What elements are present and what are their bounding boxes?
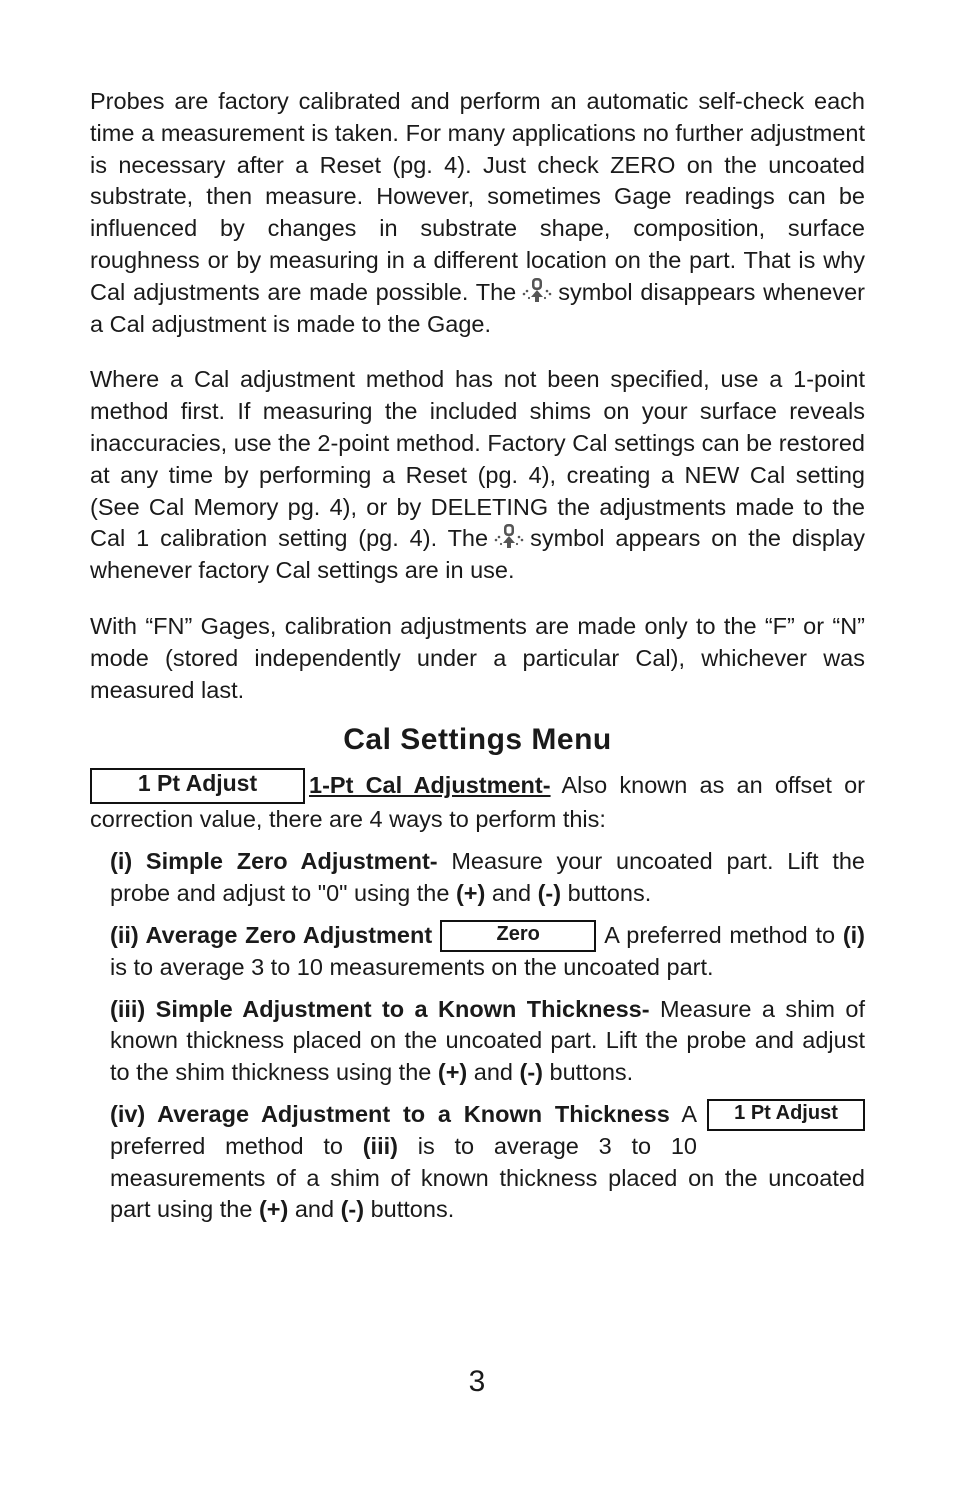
item-iii-text-end: buttons. bbox=[549, 1059, 634, 1086]
minus-button-ref: (-) bbox=[537, 879, 562, 906]
conjunction: and bbox=[294, 1196, 335, 1223]
minus-button-ref: (-) bbox=[519, 1059, 544, 1086]
one-pt-description: Also known as an offset or correction value, there are 4 ways to perform this: bbox=[90, 772, 865, 833]
factory-cal-symbol-icon bbox=[520, 277, 554, 303]
zero-menu-key: Zero bbox=[440, 920, 596, 952]
minus-button-ref: (-) bbox=[340, 1196, 365, 1223]
intro-text-a: Probes are factory calibrated and perform an automatic self-check each time a measurement is taken. For many applications no further adjustment is necessary after a Reset (pg. 4). Just check ZERO on the uncoated substrate, then measure. However, sometimes Gage readings can be influenced by changes in substrate shape, composition, surface roughness or by measuring in a different location on the part. That is why Cal adjustments are made possible. The bbox=[90, 88, 865, 305]
item-ii-text: A preferred method to bbox=[604, 921, 836, 948]
intro-paragraph bbox=[90, 86, 865, 340]
conjunction: and bbox=[473, 1059, 513, 1086]
item-average-zero bbox=[110, 920, 865, 984]
one-pt-title: 1-Pt Cal Adjustment- bbox=[309, 772, 551, 799]
plus-button-ref: (+) bbox=[455, 879, 486, 906]
one-pt-adjust-entry bbox=[90, 770, 865, 836]
item-simple-known-thickness bbox=[110, 994, 865, 1089]
item-ii-text-end: is to average 3 to 10 measurements on the uncoated part. bbox=[110, 953, 714, 980]
item-average-known-thickness bbox=[110, 1099, 865, 1226]
item-i-text-end: buttons. bbox=[567, 879, 652, 906]
item-i-text: Measure your uncoated part. Lift the probe and adjust to "0" using the bbox=[110, 848, 865, 906]
plus-button-ref: (+) bbox=[437, 1059, 468, 1086]
one-pt-adjust-menu-key: 1 Pt Adjust bbox=[90, 768, 305, 804]
item-iv-title: (iv) Average Adjustment to a Known Thickness bbox=[110, 1100, 670, 1127]
item-ref: (iii) bbox=[362, 1132, 398, 1159]
item-iii-title: (iii) Simple Adjustment to a Known Thickness- bbox=[110, 995, 650, 1022]
method-text-a: Where a Cal adjustment method has not been specified, use a 1-point method first. If measuring the included shims on your surface reveals inaccuracies, use the 2-point method. Factory Cal settings can be restored at any time by performing a Reset (pg. 4), creating a NEW Cal setting (See Cal Memory pg. 4), or by DELETING the adjustments made to the Cal 1 calibration setting (pg. 4). The bbox=[90, 366, 865, 552]
item-iv-text: A preferred method to bbox=[110, 1100, 697, 1159]
manual-page bbox=[90, 86, 865, 1236]
item-iv-text-mid: is to average 3 to 10 measurements of a shim of known thickness placed on the uncoated part using the bbox=[110, 1132, 865, 1223]
item-ii-title: (ii) Average Zero Adjustment bbox=[110, 921, 433, 948]
fn-gages-paragraph: With “FN” Gages, calibration adjustments are made only to the “F” or “N” mode (stored independently under a particular Cal), whichever was measured last. bbox=[90, 612, 865, 703]
one-pt-adjust-menu-key-small: 1 Pt Adjust bbox=[707, 1099, 865, 1131]
item-i-title: (i) Simple Zero Adjustment- bbox=[110, 848, 438, 875]
conjunction: and bbox=[491, 879, 532, 906]
factory-cal-symbol-icon bbox=[492, 523, 526, 549]
page-number: 3 bbox=[468, 1365, 486, 1398]
cal-method-paragraph bbox=[90, 364, 865, 587]
section-heading: Cal Settings Menu bbox=[343, 723, 612, 757]
item-ref: (i) bbox=[842, 921, 865, 948]
intro-text-b: symbol disappears whenever a Cal adjustment is made to the Gage. bbox=[90, 278, 865, 337]
method-text-b: symbol appears on the display whenever factory Cal settings are in use. bbox=[90, 525, 865, 584]
plus-button-ref: (+) bbox=[258, 1196, 289, 1223]
item-iii-text: Measure a shim of known thickness placed on the uncoated part. Lift the probe and adjust to the shim thickness using the bbox=[110, 995, 865, 1086]
item-simple-zero bbox=[110, 846, 865, 910]
item-iv-text-end: buttons. bbox=[370, 1196, 455, 1223]
